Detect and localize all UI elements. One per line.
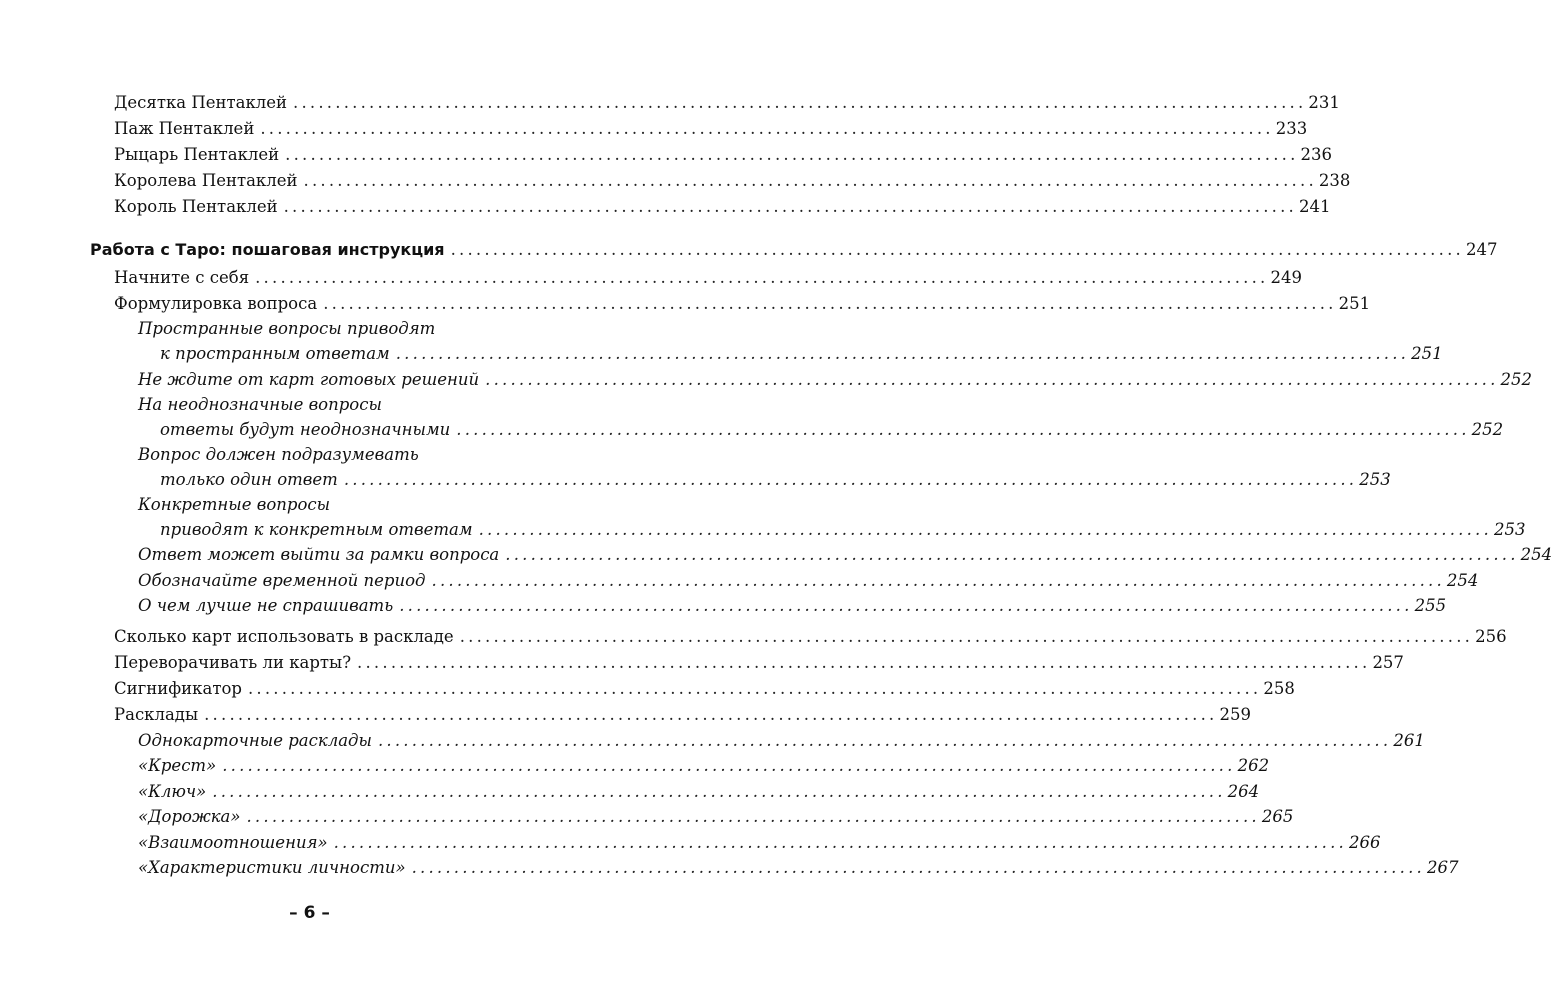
toc-entry-page: 265 — [1261, 807, 1294, 826]
toc-subentry-line1: Вопрос должен подразумевать — [138, 445, 419, 464]
dot-leader: ........................................................................................................................ — [377, 731, 1392, 750]
toc-entry-title: Однокарточные расклады — [138, 731, 372, 750]
toc-entry-title: Десятка Пентаклей — [114, 93, 288, 112]
toc-entry-page: 267 — [1426, 858, 1459, 877]
toc-entry-title: Формулировка вопроса — [114, 294, 318, 313]
dot-leader: ........................................................................................................................ — [505, 545, 1519, 564]
toc-entry-page: 259 — [1219, 705, 1251, 724]
toc-entry-title: только один ответ — [160, 470, 338, 489]
toc-entry-title: Не ждите от карт готовых решений — [138, 370, 480, 389]
page-number: – 6 – — [289, 903, 330, 923]
toc-entry-title: Рыцарь Пентаклей — [114, 145, 280, 164]
toc-subentry — [90, 855, 1459, 881]
dot-leader: ........................................................................................................................ — [333, 833, 1347, 852]
toc-entry-page: 241 — [1298, 197, 1331, 216]
toc-subentry-line1: На неоднозначные вопросы — [138, 395, 382, 414]
toc-entry-title: О чем лучше не спрашивать — [138, 596, 394, 615]
toc-entry-page: 252 — [1500, 370, 1533, 389]
toc-entry-page: 247 — [1465, 240, 1498, 259]
dot-leader: ........................................................................................................................ — [246, 807, 1260, 826]
dot-leader: ........................................................................................................................ — [204, 705, 1218, 724]
toc-subentry — [90, 593, 1447, 619]
toc-entry — [90, 702, 1251, 728]
toc-entry-title: «Крест» — [138, 756, 217, 775]
dot-leader: ........................................................................................................................ — [485, 370, 1499, 389]
toc-entry-page: 236 — [1300, 145, 1333, 164]
toc-entry-title: Обозначайте временной период — [138, 571, 426, 590]
dot-leader: ........................................................................................................................ — [212, 782, 1226, 801]
toc-entry-page: 233 — [1275, 119, 1308, 138]
toc-entry — [90, 116, 1308, 142]
dot-leader: ........................................................................................................................ — [478, 520, 1492, 539]
toc-chapter-title: Работа с Таро: пошаговая инструкция — [90, 240, 445, 259]
toc-entry-page: 238 — [1318, 171, 1351, 190]
dot-leader: ........................................................................................................................ — [283, 197, 1297, 216]
toc-entry-title: Ответ может выйти за рамки вопроса — [138, 545, 500, 564]
toc-subentry — [90, 830, 1381, 856]
toc-entry-title: ответы будут неоднозначными — [160, 420, 451, 439]
dot-leader: ........................................................................................................................ — [247, 679, 1262, 698]
toc-entry-page: 253 — [1493, 520, 1526, 539]
dot-leader: ........................................................................................................................ — [343, 470, 1358, 489]
toc-entry-title: Король Пентаклей — [114, 197, 278, 216]
toc-entry — [90, 142, 1333, 168]
toc-entry-title: «Взаимоотношения» — [138, 833, 328, 852]
toc-entry-title: «Характеристики личности» — [138, 858, 406, 877]
toc-subentry — [90, 753, 1270, 779]
toc-entry-page: 251 — [1338, 294, 1371, 313]
toc-subentry — [90, 568, 1479, 594]
dot-leader: ........................................................................................................................ — [411, 858, 1425, 877]
toc-subentry — [90, 341, 1443, 367]
toc-entry — [90, 676, 1295, 702]
toc-subentry-line1: Конкретные вопросы — [138, 495, 331, 514]
toc-entry-page: 264 — [1227, 782, 1260, 801]
dot-leader: ........................................................................................................................ — [285, 145, 1299, 164]
toc-entry — [90, 650, 1404, 676]
dot-leader: ........................................................................................................................ — [222, 756, 1236, 775]
toc-entry-title: приводят к конкретным ответам — [160, 520, 473, 539]
dot-leader: ........................................................................................................................ — [450, 240, 1464, 259]
toc-subentry — [90, 728, 1425, 754]
table-of-contents — [90, 0, 1552, 1000]
toc-entry-title: «Дорожка» — [138, 807, 241, 826]
dot-leader: ........................................................................................................................ — [399, 596, 1413, 615]
toc-entry-page: 253 — [1359, 470, 1391, 489]
toc-entry-page: 262 — [1237, 756, 1270, 775]
toc-entry-page: 254 — [1520, 545, 1552, 564]
dot-leader: ........................................................................................................................ — [303, 171, 1317, 190]
toc-entry-page: 257 — [1372, 653, 1404, 672]
toc-subentry — [90, 542, 1552, 568]
toc-entry-page: 252 — [1471, 420, 1504, 439]
toc-entry-page: 231 — [1308, 93, 1340, 112]
dot-leader: ........................................................................................................................ — [357, 653, 1371, 672]
dot-leader: ........................................................................................................................ — [431, 571, 1445, 590]
toc-entry-page: 254 — [1446, 571, 1479, 590]
toc-entry-page: 249 — [1270, 268, 1302, 287]
toc-subentry — [90, 467, 1391, 493]
dot-leader: ........................................................................................................................ — [293, 93, 1307, 112]
toc-entry — [90, 265, 1302, 291]
toc-entry-title: Королева Пентаклей — [114, 171, 298, 190]
dot-leader: ........................................................................................................................ — [459, 627, 1474, 646]
toc-entry-title: Сигнификатор — [114, 679, 242, 698]
toc-entry-page: 261 — [1393, 731, 1425, 750]
toc-entry — [90, 90, 1340, 116]
dot-leader: ........................................................................................................................ — [255, 268, 1269, 287]
toc-subentry-line1: Пространные вопросы приводят — [138, 319, 436, 338]
toc-chapter-heading — [90, 237, 1498, 263]
toc-entry-page: 266 — [1348, 833, 1381, 852]
toc-entry-title: Сколько карт использовать в раскладе — [114, 627, 454, 646]
toc-entry-title: Расклады — [114, 705, 199, 724]
toc-subentry — [90, 779, 1260, 805]
toc-entry — [90, 168, 1351, 194]
toc-subentry — [90, 804, 1294, 830]
dot-leader: ........................................................................................................................ — [323, 294, 1337, 313]
toc-entry-title: к пространным ответам — [160, 344, 390, 363]
toc-subentry — [90, 517, 1526, 543]
toc-entry-title: Переворачивать ли карты? — [114, 653, 352, 672]
toc-entry-title: Начните с себя — [114, 268, 250, 287]
dot-leader: ........................................................................................................................ — [456, 420, 1470, 439]
toc-entry-title: Паж Пентаклей — [114, 119, 255, 138]
toc-subentry — [90, 417, 1504, 443]
toc-entry-page: 255 — [1414, 596, 1447, 615]
toc-entry-title: «Ключ» — [138, 782, 207, 801]
toc-entry — [90, 291, 1371, 317]
toc-entry-page: 256 — [1475, 627, 1507, 646]
toc-subentry — [90, 367, 1533, 393]
dot-leader: ........................................................................................................................ — [395, 344, 1410, 363]
toc-entry — [90, 624, 1507, 650]
dot-leader: ........................................................................................................................ — [260, 119, 1274, 138]
toc-entry-page: 258 — [1263, 679, 1295, 698]
toc-entry-page: 251 — [1411, 344, 1443, 363]
toc-entry — [90, 194, 1331, 220]
